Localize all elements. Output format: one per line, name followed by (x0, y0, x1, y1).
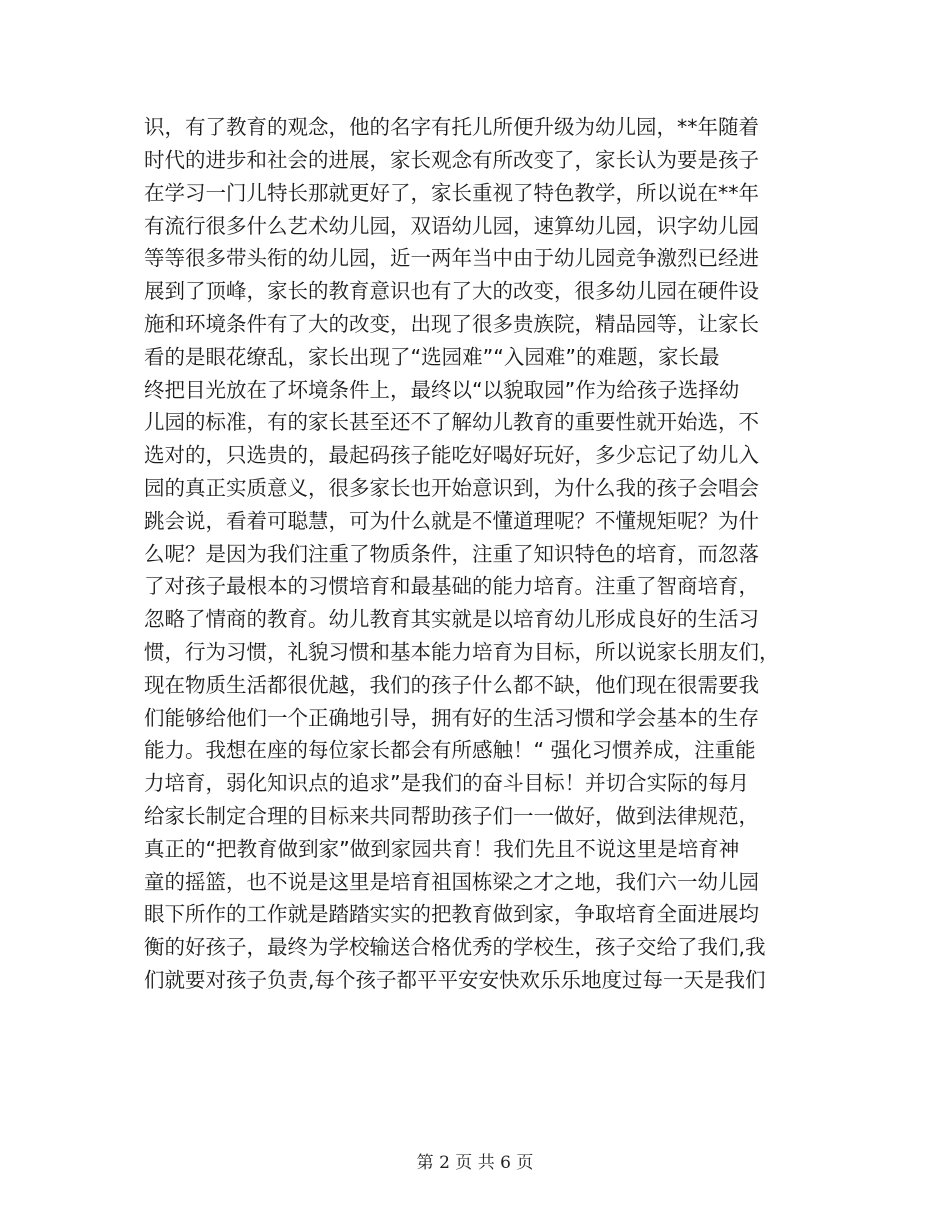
text-line: 有流行很多什么艺术幼儿园，双语幼儿园，速算幼儿园，识字幼儿园 (144, 214, 759, 238)
text-line: 等等很多带头衔的幼儿园，近一两年当中由于幼儿园竞争激烈已经进 (144, 246, 759, 270)
page-number-footer: 第 2 页 共 6 页 (416, 1153, 534, 1173)
text-line: 童的摇篮，也不说是这里是培育祖国栋梁之才之地，我们六一幼儿园 (144, 870, 759, 894)
text-line: 惯，行为习惯，礼貌习惯和基本能力培育为目标，所以说家长朋友们， (144, 640, 780, 664)
text-line: 看的是眼花缭乱，家长出现了“选园难”“入园难”的难题，家长最 (144, 345, 720, 369)
text-line: 忽略了情商的教育。幼儿教育其实就是以培育幼儿形成良好的生活习 (144, 607, 759, 631)
text-line: 选对的，只选贵的，最起码孩子能吃好喝好玩好，多少忘记了幼儿入 (144, 443, 759, 467)
text-line: 给家长制定合理的目标来共同帮助孩子们一一做好，做到法律规范， (144, 804, 759, 828)
text-line: 了对孩子最根本的习惯培育和最基础的能力培育。注重了智商培育， (144, 574, 759, 598)
text-line: 们就要对孩子负责,每个孩子都平平安安快欢乐乐地度过每一天是我们 (144, 968, 766, 992)
text-line: 跳会说，看着可聪慧，可为什么就是不懂道理呢？不懂规矩呢？为什 (144, 509, 759, 533)
text-line: 展到了顶峰，家长的教育意识也有了大的改变，很多幼儿园在硬件设 (144, 279, 759, 303)
text-line: 现在物质生活都很优越，我们的孩子什么都不缺，他们现在很需要我 (144, 673, 759, 697)
text-line: 识，有了教育的观念，他的名字有托儿所便升级为幼儿园，**年随着 (144, 115, 759, 139)
text-line: 儿园的标准，有的家长甚至还不了解幼儿教育的重要性就开始选，不 (144, 410, 759, 434)
text-line: 终把目光放在了坏境条件上，最终以“以貌取园”作为给孩子选择幼 (144, 378, 740, 402)
text-line: 眼下所作的工作就是踏踏实实的把教育做到家，争取培育全面进展均 (144, 902, 759, 926)
text-line: 园的真正实质意义，很多家长也开始意识到，为什么我的孩子会唱会 (144, 476, 759, 500)
text-line: 力培育，弱化知识点的追求”是我们的奋斗目标！并切合实际的每月 (144, 771, 750, 795)
text-line: 施和环境条件有了大的改变，出现了很多贵族院，精品园等，让家长 (144, 312, 759, 336)
text-line: 能力。我想在座的每位家长都会有所感触！“ 强化习惯养成，注重能 (144, 738, 756, 762)
text-line: 么呢？是因为我们注重了物质条件，注重了知识特色的培育，而忽落 (144, 542, 759, 566)
text-line: 在学习一门儿特长那就更好了，家长重视了特色教学，所以说在**年 (144, 181, 759, 205)
text-line: 衡的好孩子，最终为学校输送合格优秀的学校生，孩子交给了我们,我 (144, 935, 766, 959)
text-line: 们能够给他们一个正确地引导，拥有好的生活习惯和学会基本的生存 (144, 706, 759, 730)
text-line: 时代的进步和社会的进展，家长观念有所改变了，家长认为要是孩子 (144, 148, 759, 172)
text-line: 真正的“把教育做到家”做到家园共育！我们先且不说这里是培育神 (144, 837, 740, 861)
